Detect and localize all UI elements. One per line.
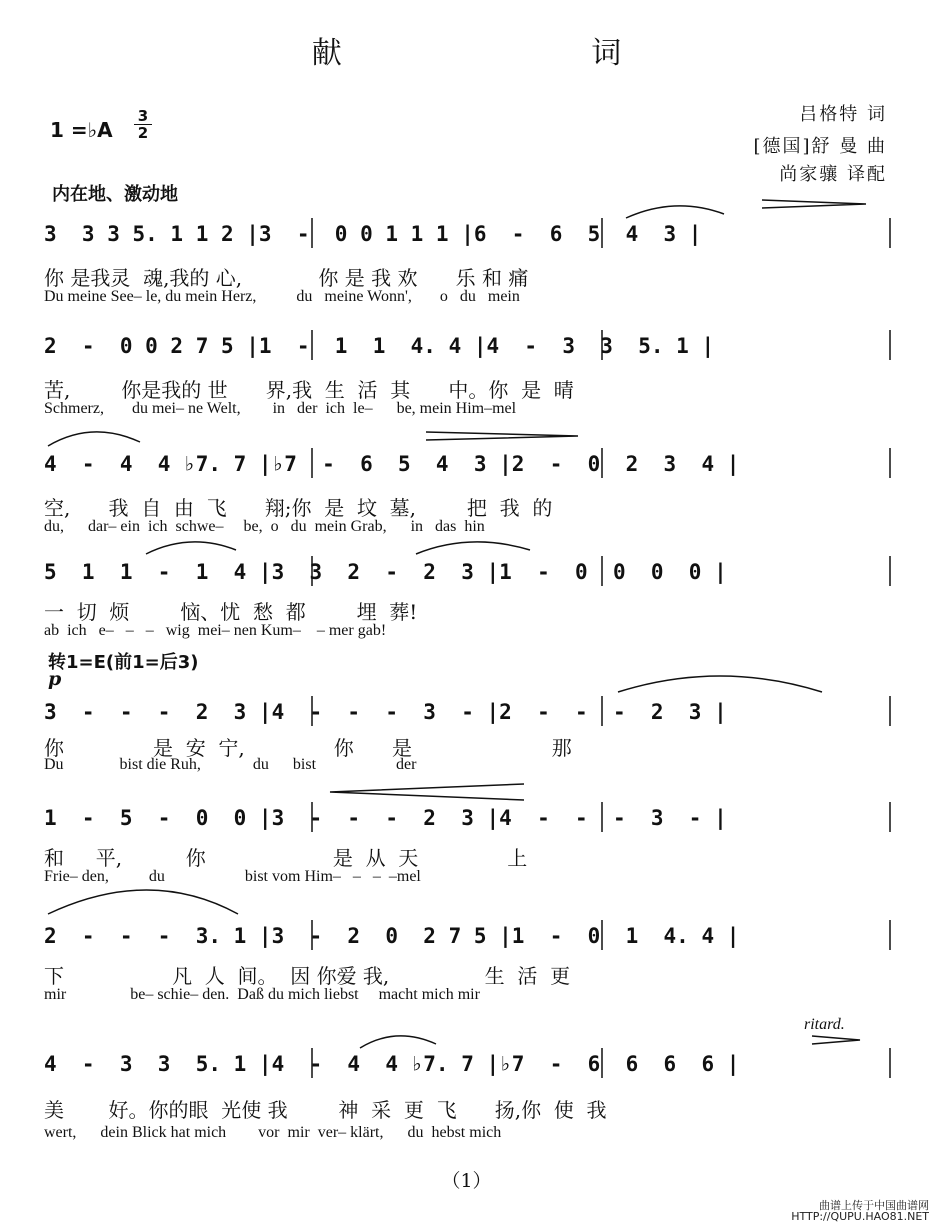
decrescendo-hairpin: [762, 200, 866, 208]
german-lyrics: Du bist die Ruh, du bist der: [44, 756, 417, 773]
decrescendo-hairpin: [812, 1036, 860, 1044]
ritard-marking: ritard.: [804, 1016, 845, 1033]
chinese-lyrics: 空, 我 自 由 飞 翔;你 是 坟 墓, 把 我 的: [44, 496, 553, 520]
slur: [48, 432, 140, 446]
modulation-marking: 转1=E(前1=后3): [48, 652, 199, 673]
slur: [626, 206, 724, 218]
chinese-lyrics: 你 是我灵 魂,我的 心, 你 是 我 欢 乐 和 痛: [44, 266, 529, 290]
page-title: 献 词: [311, 36, 742, 71]
german-lyrics: wert, dein Blick hat mich vor mir ver– klärt, du hebst mich: [44, 1124, 502, 1141]
slur: [416, 542, 530, 554]
notation-line: 4 - 3 3 5. 1 |4 - 4 4 ♭7. 7 |♭7 - 6 6 6 6 |: [44, 1052, 740, 1076]
chinese-lyrics: 你 是 安 宁, 你 是 那: [44, 736, 572, 760]
chinese-lyrics: 美 好。你的眼 光使 我 神 采 更 飞 扬,你 使 我: [44, 1098, 607, 1122]
page-number: （1）: [441, 1170, 492, 1192]
notation-line: 5 1 1 - 1 4 |3 3 2 - 2 3 |1 - 0 0 0 0 |: [44, 560, 727, 584]
slur: [48, 890, 238, 914]
notation-line: 2 - 0 0 2 7 5 |1 - 1 1 4. 4 |4 - 3 3 5. 1 |: [44, 334, 715, 358]
chinese-lyrics: 和 平, 你 是 从 天 上: [44, 846, 528, 870]
translator-credit: 尚家骧 译配: [779, 164, 887, 185]
tempo-marking: 内在地、激动地: [52, 184, 178, 205]
key-signature: 1 =♭A: [50, 118, 113, 142]
slur: [146, 542, 236, 554]
watermark-line2: HTTP://QUPU.HAO81.NET: [791, 1210, 929, 1223]
decrescendo-hairpin: [426, 432, 578, 440]
chinese-lyrics: 苦, 你是我的 世 界,我 生 活 其 中。你 是 晴: [44, 378, 574, 402]
time-signature-bottom: 2: [134, 124, 152, 141]
notation-line: 4 - 4 4 ♭7. 7 |♭7 - 6 5 4 3 |2 - 0 2 3 4 |: [44, 452, 740, 476]
chinese-lyrics: 下 凡 人 间。 因 你爱 我, 生 活 更: [44, 964, 571, 988]
german-lyrics: Schmerz, du mei– ne Welt, in der ich le– be, mein Him–mel: [44, 400, 517, 417]
time-signature-top: 3: [137, 107, 149, 125]
german-lyrics: Du meine See– le, du mein Herz, du meine Wonn', o du mein: [44, 288, 520, 305]
dynamic-marking: p: [48, 668, 62, 690]
composer-credit: [德国]舒 曼 曲: [753, 136, 887, 157]
notation-line: 2 - - - 3. 1 |3 - 2 0 2 7 5 |1 - 0 1 4. 4 |: [44, 924, 740, 948]
german-lyrics: Frie– den, du bist vom Him– – – –mel: [44, 868, 421, 885]
german-lyrics: mir be– schie– den. Daß du mich liebst macht mich mir: [44, 986, 480, 1003]
german-lyrics: ab ich e– – – wig mei– nen Kum– – mer gab!: [44, 622, 387, 639]
watermark-line1: 曲谱上传于中国曲谱网: [819, 1199, 929, 1212]
slur: [618, 676, 822, 692]
lyricist-credit: 吕格特 词: [799, 104, 887, 125]
notation-line: 3 3 3 5. 1 1 2 |3 - 0 0 1 1 1 |6 - 6 5 4 3 |: [44, 222, 702, 246]
notation-line: 3 - - - 2 3 |4 - - - 3 - |2 - - - 2 3 |: [44, 700, 727, 724]
notation-line: 1 - 5 - 0 0 |3 - - - 2 3 |4 - - - 3 - |: [44, 806, 727, 830]
crescendo-hairpin: [330, 784, 524, 800]
chinese-lyrics: 一 切 烦 恼、忧 愁 都 埋 葬!: [44, 600, 418, 624]
slur: [360, 1036, 436, 1048]
german-lyrics: du, dar– ein ich schwe– be, o du mein Grab, in das hin: [44, 518, 485, 535]
